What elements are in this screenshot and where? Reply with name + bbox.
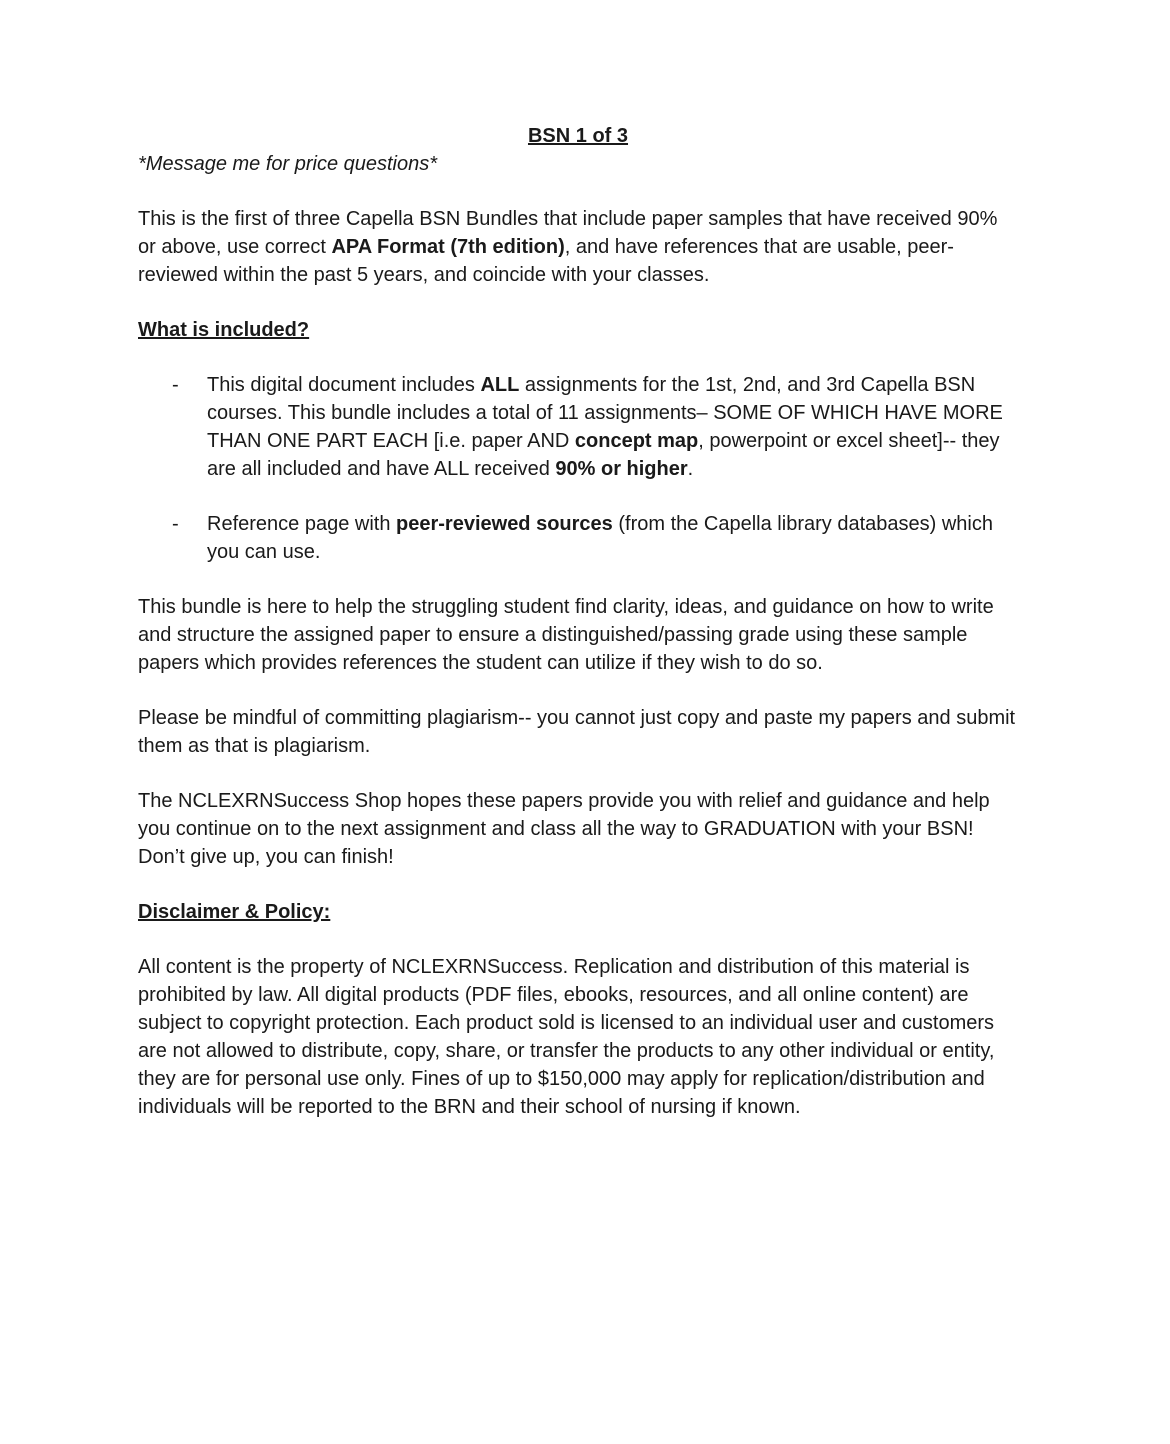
bullet-bold: ALL [480,374,520,396]
intro-text-1: This is the first of three Capella BSN Bundles that include paper samples that have received 90% or above, use correct [138,208,998,258]
bullet-text: , powerpoint or excel sheet]-- they are all included and have ALL received [207,430,1000,480]
list-item [138,510,1018,566]
document-body [138,122,1018,1121]
bullet-text: assignments for the 1st, 2nd, and 3rd Capella BSN courses. This bundle includes a total of 11 assignments– SOME OF WHICH HAVE MORE THAN ONE PART EACH [i.e. paper AND [207,374,1003,452]
bullet-dash: - [172,513,179,535]
bullet-text: . [687,458,694,480]
bullet-text: This digital document includes [207,374,481,396]
help-paragraph: This bundle is here to help the struggling student find clarity, ideas, and guidance on how to write and structure the assigned paper to ensure a distinguished/passing grade using these sample papers which provides references the student can utilize if they wish to do so. [138,596,994,674]
bullet-bold: concept map [574,430,699,452]
bullet-bold: peer-reviewed sources [396,513,613,535]
bullet-text: Reference page with [207,513,397,535]
disclaimer-heading: Disclaimer & Policy: [138,901,331,923]
bullet-bold: 90% or higher [555,458,688,480]
bullet-dash: - [172,374,179,396]
bullet-text: (from the Capella library databases) which you can use. [207,513,993,563]
intro-text-2: , and have references that are usable, peer-reviewed within the past 5 years, and coincide with your classes. [138,236,954,286]
included-heading: What is included? [138,319,310,341]
plagiarism-paragraph: Please be mindful of committing plagiarism-- you cannot just copy and paste my papers and submit them as that is plagiarism. [138,707,1016,757]
document-title: BSN 1 of 3 [527,125,629,147]
shop-paragraph: The NCLEXRNSuccess Shop hopes these papers provide you with relief and guidance and help you continue on to the next assignment and class all the way to GRADUATION with your BSN! Don’t give up, you can finish! [138,790,990,868]
list-item [138,371,1018,483]
disclaimer-paragraph: All content is the property of NCLEXRNSuccess. Replication and distribution of this material is prohibited by law. All digital products (PDF files, ebooks, resources, and all online content) are subject to copyright protection. Each product sold is licensed to an individual user and customers are not allowed to distribute, copy, share, or transfer the products to any other individual or entity, they are for personal use only. Fines of up to $150,000 may apply for replication/distribution and individuals will be reported to the BRN and their school of nursing if known. [138,956,995,1118]
price-note: *Message me for price questions* [138,153,438,175]
intro-bold-apa: APA Format (7th edition) [331,236,565,258]
intro-paragraph [138,205,1018,289]
